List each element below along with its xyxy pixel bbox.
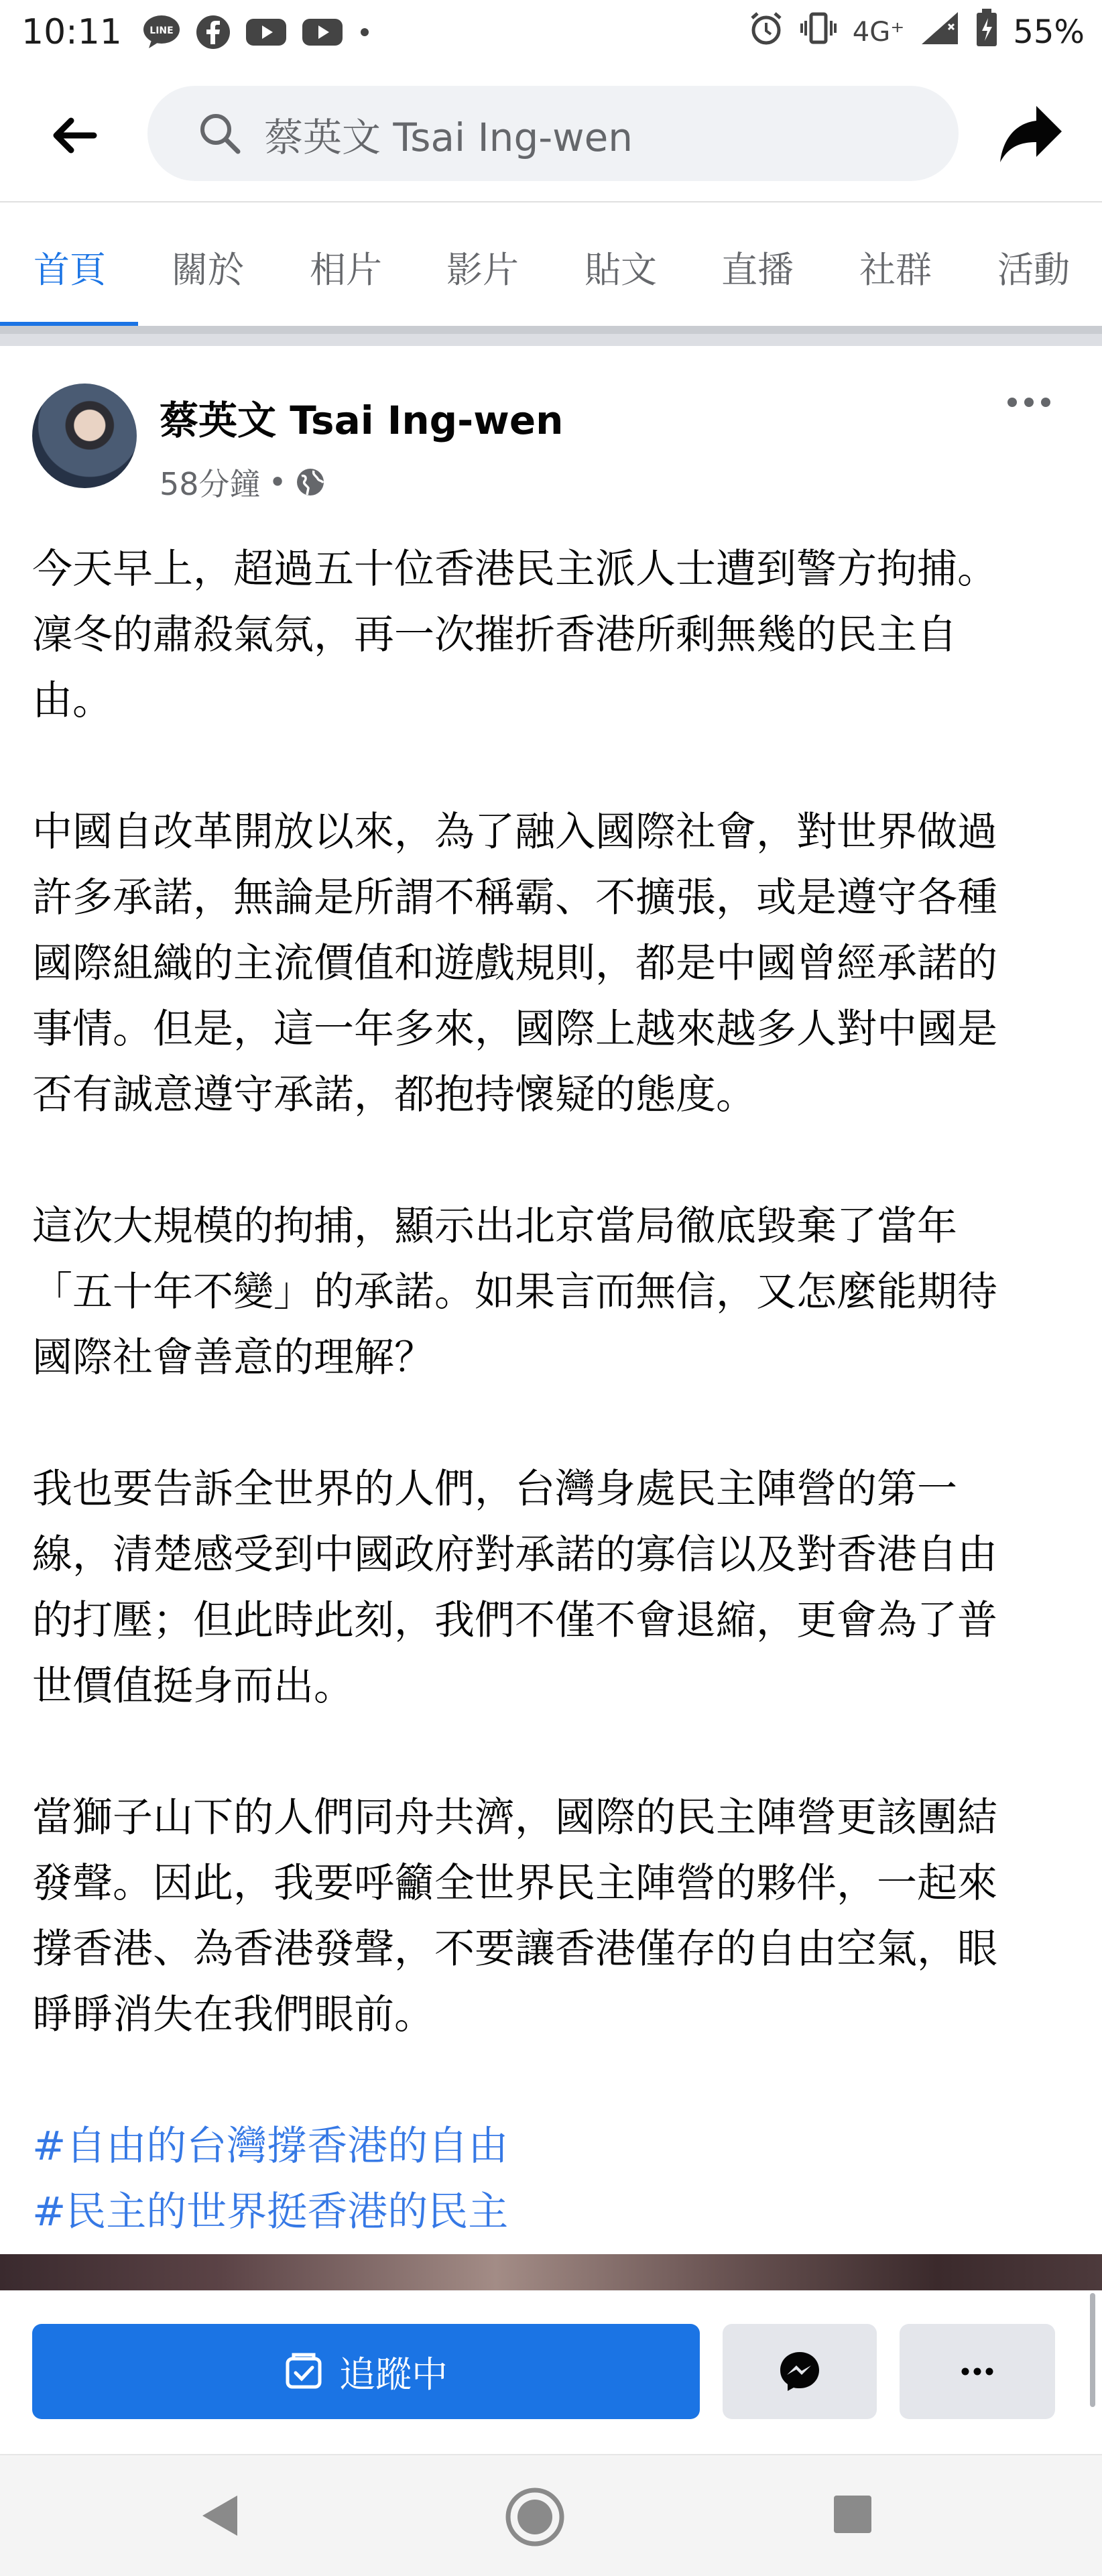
system-navigation-bar (0, 2454, 1102, 2576)
tab-videos[interactable]: 影片 (446, 249, 519, 291)
post-author-name[interactable]: 蔡英文 Tsai Ing-wen (160, 398, 564, 443)
share-arrow-icon (996, 99, 1066, 169)
post-paragraph: 中國自改革開放以來，為了融入國際社會，對世界做過 許多承諾，無論是所謂不稱霸、不擴張，或是遵守各種 國際組織的主流價值和遊戲規則，都是中國曾經承諾的 事情。但是，這一年多來，國際上越來越多人對中國是 否有誠意遵守承諾，都抱持懷疑的態度。 (32, 809, 997, 1118)
messenger-icon (778, 2349, 822, 2394)
page-header (0, 67, 1102, 202)
youtube-icon (302, 17, 343, 50)
facebook-icon (196, 15, 231, 52)
post-paragraph: 這次大規模的拘捕，顯示出北京當局徹底毀棄了當年 「五十年不變」的承諾。如果言而無信，又怎麼能期待 國際社會善意的理解？ (32, 1203, 997, 1381)
svg-text:LINE: LINE (149, 25, 174, 36)
nav-home-button[interactable] (504, 2486, 566, 2548)
tab-live[interactable]: 直播 (721, 249, 794, 291)
notification-icons (142, 15, 371, 52)
battery-icon (975, 9, 998, 56)
nav-recents-button[interactable] (831, 2493, 874, 2536)
alarm-icon (748, 10, 784, 54)
more-actions-button[interactable] (900, 2324, 1055, 2419)
arrow-left-icon (47, 109, 101, 162)
globe-icon (295, 467, 326, 497)
tab-community[interactable]: 社群 (859, 249, 932, 291)
circle-home-icon (504, 2486, 566, 2548)
tab-posts[interactable]: 貼文 (585, 249, 657, 291)
following-label: 追蹤中 (339, 2354, 448, 2395)
page-tabs (0, 201, 1102, 326)
youtube-icon (245, 17, 287, 50)
hashtag-link[interactable]: #自由的台灣撐香港的自由 (32, 2123, 509, 2170)
scrollbar[interactable] (1090, 2293, 1095, 2407)
status-time: 10:11 (21, 12, 122, 52)
author-avatar[interactable] (32, 384, 137, 488)
network-type: 4G⁺ (852, 17, 905, 48)
signal-icon (919, 9, 961, 55)
nav-back-button[interactable] (193, 2489, 247, 2542)
back-button[interactable] (47, 109, 101, 162)
line-icon (142, 15, 181, 52)
share-button[interactable] (996, 99, 1066, 169)
more-horizontal-icon (961, 2367, 994, 2376)
post-body (32, 536, 1078, 2245)
more-horizontal-icon (1005, 389, 1052, 416)
section-divider (0, 326, 1102, 346)
post-time[interactable]: 58分鐘 (160, 466, 261, 502)
tab-home[interactable]: 首頁 (34, 249, 106, 291)
search-icon (198, 111, 242, 156)
vibrate-icon (799, 11, 838, 53)
post-meta (160, 460, 326, 504)
tab-photos[interactable]: 相片 (310, 249, 382, 291)
post-paragraph: 今天早上，超過五十位香港民主派人士遭到警方拘捕。 凜冬的肅殺氣氛，再一次摧折香港所剩無幾的民主自 由。 (32, 546, 997, 724)
triangle-back-icon (193, 2489, 247, 2542)
post-paragraph: 當獅子山下的人們同舟共濟，國際的民主陣營更該團結 發聲。因此，我要呼籲全世界民主陣營的夥伴，一起來 撐香港、為香港發聲，不要讓香港僅存的自由空氣，眼 睜睜消失在我們眼前。 (32, 1794, 997, 2038)
search-input[interactable] (263, 86, 936, 182)
status-bar (0, 0, 1102, 67)
square-recents-icon (831, 2493, 874, 2536)
system-status (748, 11, 1085, 54)
hashtag-link[interactable]: #民主的世界挺香港的民主 (32, 2188, 509, 2235)
post-paragraph: 我也要告訴全世界的人們，台灣身處民主陣營的第一 線，清楚感受到中國政府對承諾的寡信以及對香港自由 的打壓；但此時此刻，我們不僅不會退縮，更會為了普 世價值挺身而出。 (32, 1466, 997, 1710)
post-more-button[interactable] (1005, 389, 1052, 416)
meta-separator: • (268, 464, 287, 500)
tab-events[interactable]: 活動 (997, 249, 1070, 291)
following-button[interactable] (32, 2324, 700, 2419)
dot-icon (358, 25, 371, 42)
tab-about[interactable]: 關於 (172, 249, 244, 291)
page-action-bar (0, 2290, 1102, 2454)
post-photo[interactable] (0, 2254, 1102, 2290)
search-bar[interactable] (147, 86, 959, 181)
messenger-button[interactable] (723, 2324, 877, 2419)
following-check-icon (284, 2352, 323, 2391)
battery-percent: 55% (1013, 13, 1085, 51)
